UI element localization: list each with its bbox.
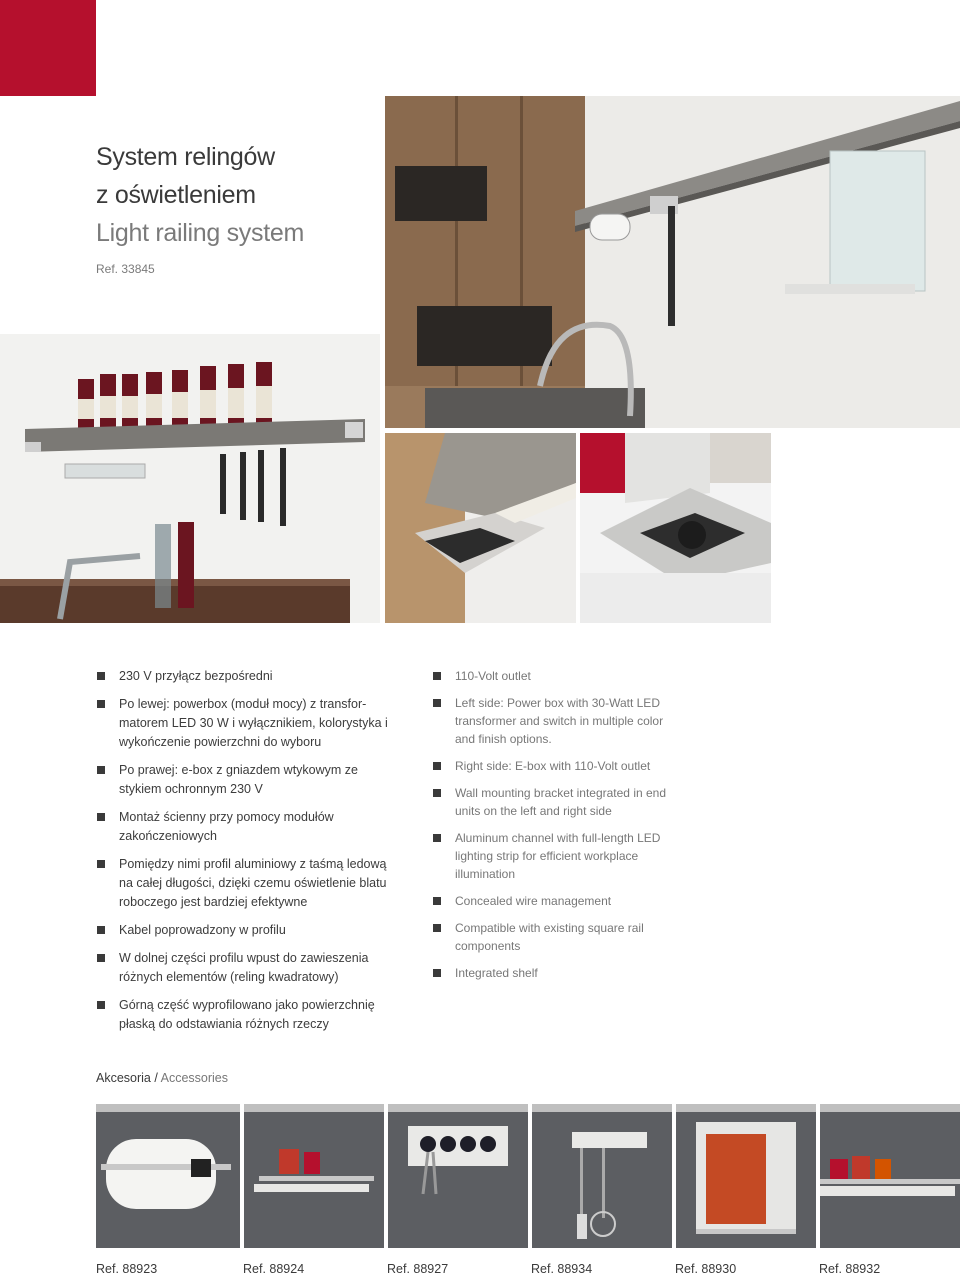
- ebox-outlet-photo: [580, 433, 771, 623]
- features-pl-list: [96, 667, 396, 1043]
- cookbook-holder-icon: [676, 1104, 816, 1248]
- list-item: 230 V przyłącz bezpośredni: [96, 667, 396, 686]
- list-item: Po lewej: powerbox (moduł mocy) z transfor-matorem LED 30 W i wyłącznikiem, kolorystyka i wykończenie powierzchni do wyboru: [96, 695, 396, 752]
- features-en-list: [432, 667, 672, 991]
- accessory-ref: Ref. 88923: [96, 1262, 158, 1276]
- list-item: W dolnej części profilu wpust do zawieszenia różnych elementów (reling kwadratowy): [96, 949, 396, 987]
- spice-rack-icon: [820, 1104, 960, 1248]
- list-item: Pomiędzy nimi profil aluminiowy z taśmą ledową na całej długości, dzięki czemu oświetlenie blatu roboczego jest bardziej efektywne: [96, 855, 396, 912]
- accessories-title-en: Accessories: [160, 1071, 229, 1085]
- list-item: Montaż ścienny przy pomocy modułów zakończeniowych: [96, 808, 396, 846]
- list-item: 110-Volt outlet: [432, 667, 672, 685]
- accessories-row: [96, 1104, 960, 1248]
- accessories-heading: [96, 1071, 228, 1085]
- paper-towel-holder-icon: [96, 1104, 240, 1248]
- kitchen-rail-photo: [385, 96, 960, 428]
- list-item: Compatible with existing square rail components: [432, 919, 672, 955]
- list-item: Left side: Power box with 30-Watt LED transformer and switch in multiple color and finish options.: [432, 694, 672, 748]
- product-ref: Ref. 33845: [96, 262, 155, 276]
- accent-block: [0, 0, 96, 96]
- powerbox-photo: [385, 433, 576, 623]
- accessories-title-pl: Akcesoria: [96, 1071, 151, 1085]
- accessories-separator: /: [150, 1071, 161, 1085]
- spice-shelf-icon: [244, 1104, 384, 1248]
- accessory-ref: Ref. 88930: [675, 1262, 737, 1276]
- list-item: Aluminum channel with full-length LED lighting strip for efficient workplace illumination: [432, 829, 672, 883]
- accessory-ref: Ref. 88927: [387, 1262, 449, 1276]
- accessory-ref: Ref. 88932: [819, 1262, 881, 1276]
- list-item: Concealed wire management: [432, 892, 672, 910]
- accessory-ref: Ref. 88934: [531, 1262, 593, 1276]
- accessory-ref: Ref. 88924: [243, 1262, 305, 1276]
- list-item: Kabel poprowadzony w profilu: [96, 921, 396, 940]
- list-item: Integrated shelf: [432, 964, 672, 982]
- page-title: [96, 138, 304, 252]
- title-pl-line1: System relingów: [96, 143, 275, 171]
- wine-shelf-photo: [0, 334, 380, 623]
- title-en: Light railing system: [96, 219, 304, 247]
- list-item: Górną część wyprofilowano jako powierzchnię płaską do odstawiania różnych rzeczy: [96, 996, 396, 1034]
- list-item: Po prawej: e-box z gniazdem wtykowym ze stykiem ochronnym 230 V: [96, 761, 396, 799]
- list-item: Right side: E-box with 110-Volt outlet: [432, 757, 672, 775]
- hook-rail-icon: [388, 1104, 528, 1248]
- title-pl-line2: z oświetleniem: [96, 181, 256, 209]
- utensil-hooks-icon: [532, 1104, 672, 1248]
- list-item: Wall mounting bracket integrated in end units on the left and right side: [432, 784, 672, 820]
